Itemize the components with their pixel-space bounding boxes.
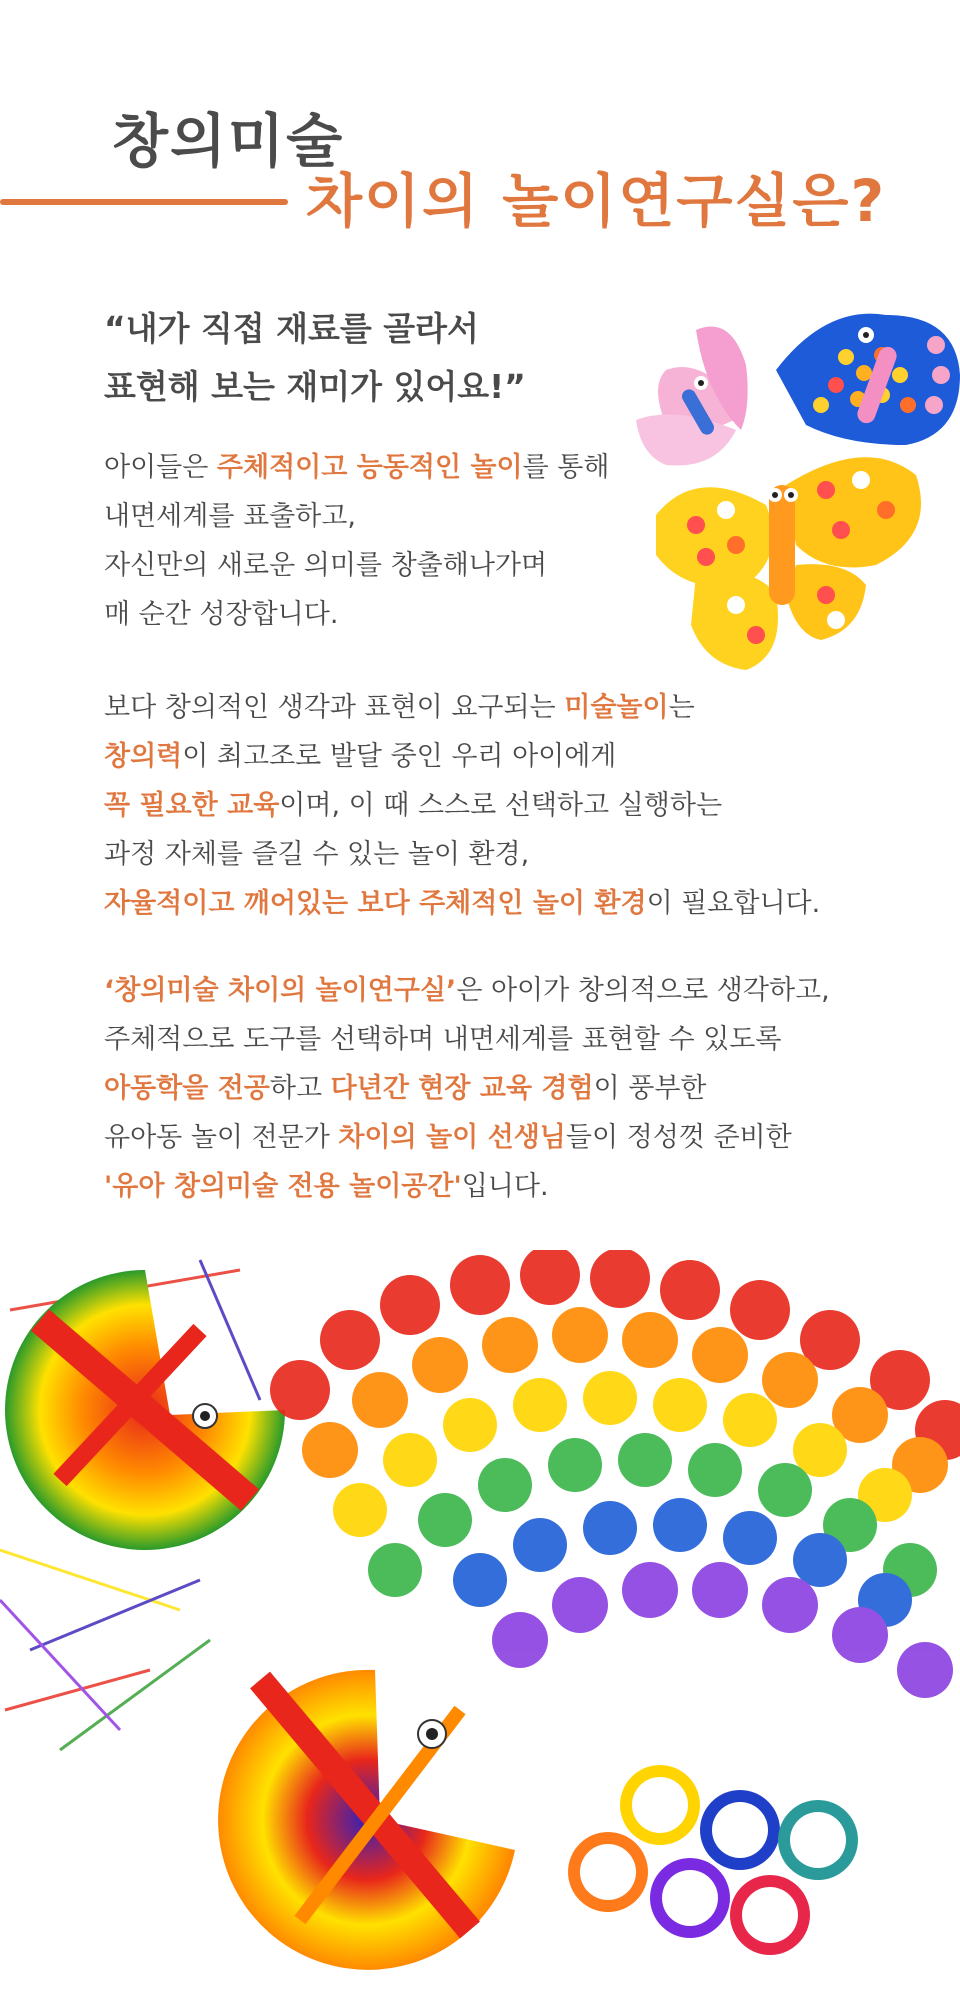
text-segment: 이 최고조로 발달 중인 우리 아이에게 <box>182 741 617 772</box>
paragraph-art-play <box>104 683 904 928</box>
highlight-text: 차이의 놀이 선생님 <box>338 1122 566 1153</box>
paragraph-lab-intro-line-4 <box>104 1113 904 1162</box>
paragraph-lab-intro-line-3 <box>104 1064 904 1113</box>
spin-art-fish-2 <box>218 1670 515 1970</box>
text-segment: 이 풍부한 <box>593 1073 707 1104</box>
quote-line-1: “내가 직접 재료를 골라서 <box>104 309 479 348</box>
highlight-text: 주체적이고 능동적인 놀이 <box>216 452 523 483</box>
highlight-text: 다년간 현장 교육 경험 <box>330 1073 594 1104</box>
text-segment: 를 통해 <box>522 452 610 483</box>
spin-art-rainbow-illustration <box>0 1250 960 1997</box>
title-underline <box>0 199 288 205</box>
highlight-text: 꼭 필요한 교육 <box>104 790 280 821</box>
highlight-text: 미술놀이 <box>564 692 669 723</box>
text-segment: 들이 정성껏 준비한 <box>565 1122 792 1153</box>
highlight-text: 창의력 <box>104 741 183 772</box>
paint-pots <box>568 1765 858 1955</box>
paragraph-intro-line-2: 내면세계를 표출하고, <box>104 501 356 532</box>
text-segment: 은 아이가 창의적으로 생각하고, <box>456 975 830 1006</box>
paragraph-art-play-line-4: 과정 자체를 즐길 수 있는 놀이 환경, <box>104 839 530 870</box>
paragraph-art-play-line-5 <box>104 879 904 928</box>
highlight-text: 아동학을 전공 <box>104 1073 270 1104</box>
text-segment: 이 필요합니다. <box>646 888 821 919</box>
text-segment: 아이들은 <box>104 452 217 483</box>
paragraph-intro-line-1 <box>104 443 904 492</box>
paragraph-intro-line-3: 자신만의 새로운 의미를 창출해나가며 <box>104 550 548 581</box>
title-line-1: 창의미술 <box>112 107 345 175</box>
paragraph-lab-intro <box>104 966 904 1211</box>
paragraph-lab-intro-line-5 <box>104 1162 904 1211</box>
text-segment: 는 <box>668 692 695 723</box>
highlight-text: ‘창의미술 차이의 놀이연구실’ <box>104 975 457 1006</box>
quote-line-2: 표현해 보는 재미가 있어요!” <box>104 367 526 406</box>
text-segment: 하고 <box>269 1073 331 1104</box>
paragraph-intro-line-4: 매 순간 성장합니다. <box>104 599 339 630</box>
text-segment: 입니다. <box>461 1171 549 1202</box>
text-segment: 이며, 이 때 스스로 선택하고 실행하는 <box>279 790 723 821</box>
text-segment: 보다 창의적인 생각과 표현이 요구되는 <box>104 692 565 723</box>
paragraph-intro <box>104 443 904 639</box>
highlight-text: '유아 창의미술 전용 놀이공간' <box>104 1171 462 1202</box>
paragraph-lab-intro-line-1 <box>104 966 904 1015</box>
paragraph-art-play-line-1 <box>104 683 904 732</box>
rainbow-stamps <box>270 1250 960 1698</box>
highlight-text: 자율적이고 깨어있는 보다 주체적인 놀이 환경 <box>104 888 647 919</box>
quote <box>104 300 664 416</box>
title-line-2: 차이의 놀이연구실은? <box>306 167 887 235</box>
paragraph-art-play-line-3 <box>104 781 904 830</box>
spin-art-fish-1 <box>5 1270 285 1550</box>
blue-butterfly <box>776 314 960 445</box>
paragraph-art-play-line-2 <box>104 732 904 781</box>
text-segment: 유아동 놀이 전문가 <box>104 1122 339 1153</box>
paragraph-lab-intro-line-2: 주체적으로 도구를 선택하며 내면세계를 표현할 수 있도록 <box>104 1024 782 1055</box>
